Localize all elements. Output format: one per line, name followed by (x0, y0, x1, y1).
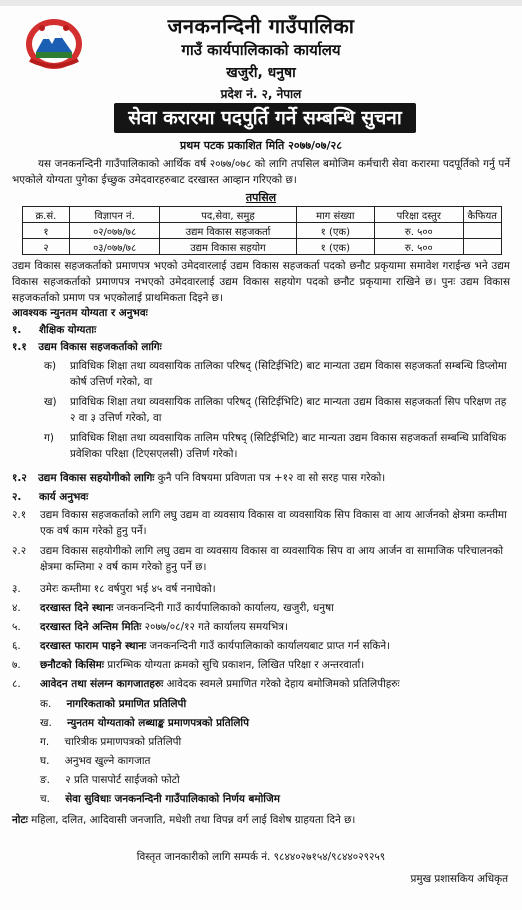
intro-paragraph: यस जनकनन्दिनी गाउँपालिकाको आर्थिक वर्ष २०७७/०७८ को लागि तपसिल बमोजिम कर्मचारी सेवा करारमा पदपूर्तिको गर्नु पर्ने भएकोले योग्यता पुगेका ईच्छुक उमेदवारहरुबाट दरखास्त आव्हान गरिएको छ। (12, 158, 510, 186)
section-4 (12, 600, 508, 616)
note-label: नोटः (12, 814, 28, 826)
item-text: नागरिकताको प्रमाणित प्रतिलिपी (66, 698, 187, 710)
table-cell: १ (23, 223, 70, 239)
office-name: गाउँ कार्यपालिकाको कार्यालय (181, 41, 341, 59)
col-header: कैफियत (463, 207, 501, 223)
top-strip (0, 0, 522, 6)
section-number: १. (12, 324, 22, 336)
table-cell: १ (एक) (296, 239, 375, 255)
table-cell: रु. ५०० (375, 239, 463, 255)
table-row (23, 223, 502, 239)
section-label: आवेदन तथा संलग्न कागजातहरुः (40, 678, 164, 690)
item-key: ग. (40, 736, 50, 748)
list-item (44, 394, 508, 426)
section-3 (12, 581, 508, 597)
org-name: जनकनन्दिनी गाउँपालिका (167, 14, 355, 38)
contact-line: विस्तृत जानकारीको लागि सम्पर्क नं. ९८४४०२७१५४/९८४४०२९२५९ (136, 851, 386, 863)
list-item (44, 430, 508, 462)
table-cell (463, 239, 501, 255)
document-item (40, 696, 508, 712)
table-cell: ०२/०७७/७८ (69, 223, 160, 239)
section-label: दरखास्त दिने स्थानः (40, 602, 114, 614)
document-item (40, 753, 508, 769)
vacancy-table (22, 206, 502, 255)
province: प्रदेश नं. २, नेपाल (220, 87, 302, 101)
requirements-heading: आवश्यक न्युनतम योग्यता र अनुभवः (12, 307, 148, 319)
section-7 (12, 657, 508, 673)
section-number: ५. (12, 621, 21, 633)
section-text: आवेदक स्वमले प्रमाणित गरेको देहाय बमोजिमको प्रतिलिपीहरुः (166, 678, 400, 690)
item-text: अनुभव खुल्ने कागजात (64, 755, 151, 767)
section-text: जनकनन्दिनी गाउँ कार्यपालिकाको कार्यालय, खजुरी, धनुषा (116, 602, 334, 614)
item-text: २ प्रति पासपोर्ट साईजको फोटो (65, 774, 180, 786)
item-key: घ. (40, 755, 50, 767)
section-1-1 (12, 339, 162, 355)
section-1-2 (12, 470, 508, 486)
item-key: ङ. (40, 774, 50, 786)
note (12, 812, 508, 828)
notice-banner: सेवा करारमा पदपुर्ति गर्ने सम्बन्धि सुचना (114, 103, 416, 133)
section-number: १.१ (12, 341, 27, 353)
section-label: छनौटको किसिमः (40, 659, 104, 671)
section-2-1 (12, 507, 508, 539)
item-text: प्राविधिक शिक्षा तथा व्यवसायिक तालिका परिषद् (सिटिईभिटि) बाट मान्यता उद्यम विकास सहजकर्ता सम्बन्धि डिप्लोमा कोर्ष उत्तिर्ण गरेको, वा (70, 360, 507, 388)
col-header: परिक्षा दस्तुर (375, 207, 463, 223)
section-number: २.१ (12, 509, 27, 521)
document-item (40, 772, 508, 788)
section-title: शैक्षिक योग्यताः (38, 324, 97, 336)
section-number: २.२ (12, 545, 27, 557)
section-8 (12, 676, 508, 692)
item-text: चारित्रीक प्रमाणपत्रको प्रतिलिपी (64, 736, 182, 748)
section-text: जनकनन्दिनी गाउँ कार्यपालिकाको कार्यालयबाट प्राप्त गर्न सकिने। (149, 640, 391, 652)
section-text: उद्यम विकास सहयोगीको लागि लघु उद्यम वा व्यवसाय विकास वा व्यवसायिक सिप वा आय आर्जन वा सामाजिक परिचालनको क्षेत्रमा कम्तिमा २ वर्ष काम गरेको हुनु पर्ने छ। (40, 545, 504, 573)
item-key: ख. (40, 717, 52, 729)
item-key: ख) (44, 396, 57, 408)
section-number: ७. (12, 659, 21, 671)
section-5 (12, 619, 508, 635)
section-2 (12, 489, 88, 505)
item-key: ग) (44, 432, 54, 444)
table-cell: ०३/०७७/७८ (69, 239, 160, 255)
section-number: २. (12, 491, 22, 503)
table-cell: उद्यम विकास सहयोग (160, 239, 296, 255)
section-number: ३. (12, 583, 21, 595)
table-cell (463, 223, 501, 239)
section-number: १.२ (12, 472, 27, 484)
section-label: दरखास्त दिने अन्तिम मितिः (40, 621, 142, 633)
section-number: ८. (12, 678, 21, 690)
item-key: क. (40, 698, 52, 710)
table-cell: उद्यम विकास सहजकर्ता (160, 223, 296, 239)
section-text: उमेरः कम्तीमा १८ वर्षपुरा भई ४५ वर्ष ननाघेको। (40, 583, 216, 595)
section-text: प्रारम्भिक योग्यता क्रमको सुचि प्रकाशन, लिखित परिक्षा र अन्तरवार्ता। (107, 659, 365, 671)
col-header: पद,सेवा, समुह (160, 207, 296, 223)
section-title: कार्य अनुभवः (38, 491, 89, 503)
section-title: उद्यम विकास सहयोगीको लागिः (38, 472, 155, 484)
item-text: प्राविधिक शिक्षा तथा व्यवसायिक तालिम परिषद् (सिटिईभिटि) बाट मान्यता उद्यम विकास सहजकर्ता सम्बन्धि प्राविधिक प्रवेशिका परिक्षा (टिएसएलसी) उत्तिर्ण गरेको। (70, 432, 507, 460)
table-cell: २ (23, 239, 70, 255)
section-text: २०७७/०८/१२ गते कार्यालय समयभित्र। (144, 621, 288, 633)
section-text: कुनै पनि विषयमा प्रविणता पत्र +१२ वा सो सरह पास गरेको। (157, 472, 386, 484)
section-text: उद्यम विकास सहजकर्ताको लागि लघु उद्यम वा व्यवसाय विकास वा व्यवसायिक सिप विकास वा आय आर्जनको क्षेत्रमा कम्तीमा एक वर्ष काम गरेको हुनु पर्ने। (40, 509, 507, 537)
note-text: महिला, दलित, आदिवासी जनजाति, मधेशी तथा विपन्न वर्ग लाई विशेष ग्राहयता दिने छ। (31, 814, 356, 826)
item-text: प्राविधिक शिक्षा तथा व्यवसायिक तालिका परिषद् (सिटिईभिटि) बाट मान्यता उद्यम विकास सहजकर्ता सिप परिक्षण तह २ वा ३ उत्तिर्ण गरेको, वा (70, 396, 507, 424)
document-item (40, 715, 508, 731)
section-number: ४. (12, 602, 21, 614)
item-key: क) (44, 360, 57, 372)
section-title: उद्यम विकास सहजकर्ताको लागिः (38, 341, 162, 353)
col-header: विज्ञापन नं. (69, 207, 160, 223)
col-header: माग संख्या (296, 207, 375, 223)
office-place: खजुरी, धनुषा (226, 65, 296, 81)
item-text: सेवा सुविधाः जनकनन्दिनी गाउँपालिकाको निर्णय बमोजिम (65, 793, 280, 805)
col-header: क्र.सं. (23, 207, 70, 223)
section-1 (12, 322, 96, 338)
table-row (23, 239, 502, 255)
section-number: ६. (12, 640, 21, 652)
table-header-row (23, 207, 502, 223)
item-key: च. (40, 793, 50, 805)
selection-paragraph: उद्यम विकास सहजकर्ताको प्रमाणपत्र भएको उमेदवारलाई उद्यम विकास सहजकर्ता पदको छनौट प्रकृयामा समावेश गराईन्छ भने उद्यम विकास सहजकर्ताको प्रमाणपत्र नभएको उमेदवारलाई उद्यम विकास सहयोग पदको छनौट प्रकृयामा राखिने छ। पुनः उद्यम विकास सहजकर्ताको प्रमाण पत्र भएकोलाई प्राथमिकता दिइने छ। (12, 260, 510, 304)
signature-title: प्रमुख प्रशासकिय अधिकृत (410, 873, 508, 885)
section-label: दरखास्त फाराम पाइने स्थानः (40, 640, 147, 652)
item-text: न्युनतम योग्यताको लब्धाङ्क प्रमाणपत्रको प्रतिलिपि (67, 717, 249, 729)
document-item (40, 734, 508, 750)
section-2-2 (12, 543, 508, 575)
published-date: प्रथम पटक प्रकाशित मिति २०७७/०७/२८ (180, 139, 342, 152)
list-item (44, 358, 508, 390)
schedule-heading: तपसिल (245, 191, 277, 204)
table-cell: १ (एक) (296, 223, 375, 239)
document-item (40, 791, 508, 807)
table-cell: रु. ५०० (375, 223, 463, 239)
section-6 (12, 638, 508, 654)
